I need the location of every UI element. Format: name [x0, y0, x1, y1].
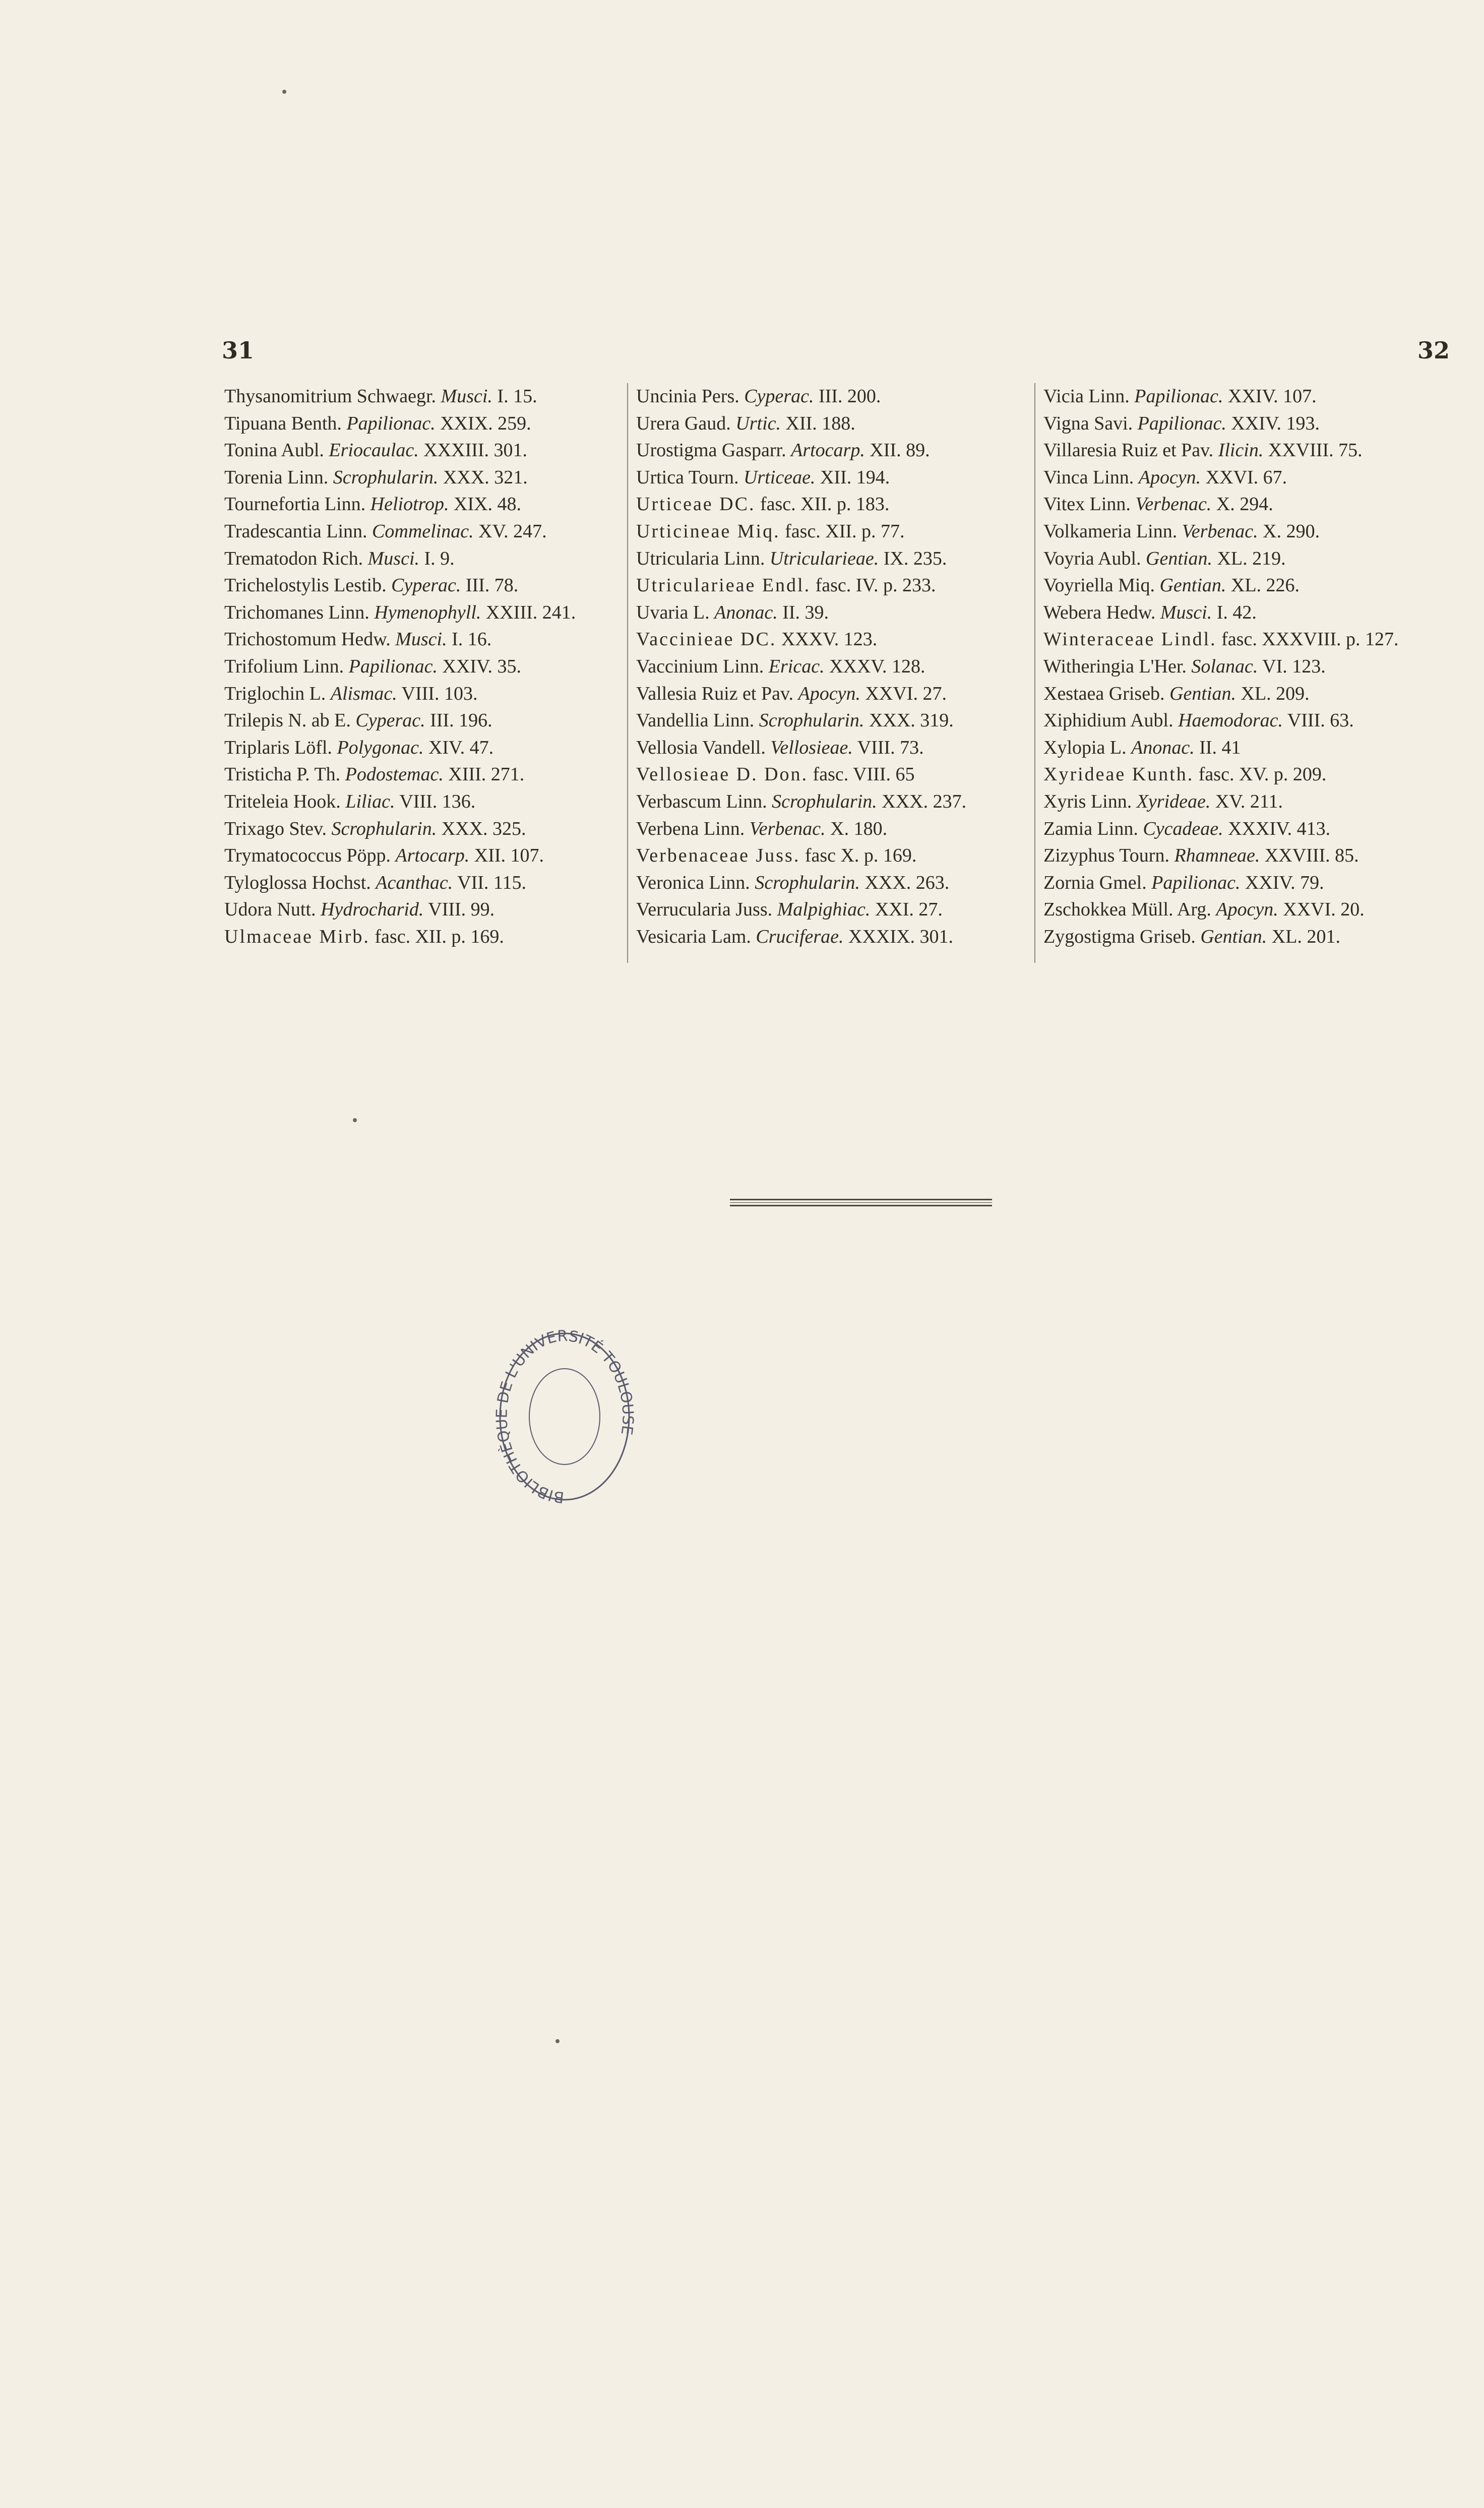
family-abbrev: Verbenac.	[1182, 520, 1258, 542]
index-entry	[636, 599, 1024, 627]
volume-ref: XXXV. 123.	[781, 629, 878, 650]
family-abbrev: Cyperac.	[391, 575, 461, 596]
genus-name: Vinca Linn.	[1043, 466, 1134, 488]
index-entry	[224, 572, 617, 599]
genus-name: Trichomanes Linn.	[224, 601, 369, 623]
genus-name: Vellosieae D. Don.	[636, 764, 809, 785]
index-entry	[636, 735, 1024, 762]
genus-name: Thysanomitrium Schwaegr.	[224, 386, 437, 407]
index-entry	[1043, 545, 1447, 573]
index-entry	[224, 437, 617, 464]
index-entry	[1043, 437, 1447, 464]
speck	[282, 90, 286, 94]
genus-name: Xiphidium Aubl.	[1043, 710, 1173, 731]
index-entry	[636, 681, 1024, 708]
volume-ref: XXIV. 79.	[1245, 872, 1324, 893]
index-entry	[636, 924, 1024, 951]
genus-name: Utricularia Linn.	[636, 547, 765, 569]
volume-ref: III. 200.	[818, 386, 881, 407]
family-abbrev: Scrophularin.	[759, 710, 864, 731]
family-abbrev: Apocyn.	[798, 683, 860, 704]
volume-ref: XXIV. 193.	[1231, 412, 1320, 434]
family-abbrev: Cyperac.	[744, 386, 814, 407]
genus-name: Urticeae DC.	[636, 494, 756, 515]
family-abbrev: Heliotrop.	[370, 494, 449, 515]
index-entry	[224, 816, 617, 843]
index-entry	[224, 924, 617, 951]
family-abbrev: Cyperac.	[355, 710, 425, 731]
family-abbrev: Verbenac.	[1135, 494, 1212, 515]
volume-ref: XIV. 47.	[428, 737, 494, 758]
genus-name: Xyrideae Kunth.	[1043, 764, 1194, 785]
genus-name: Voyriella Miq.	[1043, 575, 1155, 596]
family-abbrev: Musci.	[1160, 601, 1212, 623]
family-abbrev: Acanthac.	[376, 872, 453, 893]
volume-ref: II. 39.	[782, 601, 829, 623]
genus-name: Zizyphus Tourn.	[1043, 845, 1169, 867]
volume-ref: I. 16.	[452, 629, 492, 650]
index-entry	[636, 870, 1024, 897]
family-abbrev: Commelinac.	[372, 520, 474, 542]
volume-ref: VIII. 99.	[428, 899, 495, 921]
genus-name: Tonina Aubl.	[224, 440, 324, 461]
family-abbrev: Xyrideae.	[1136, 790, 1211, 812]
volume-ref: XXX. 237.	[882, 790, 967, 812]
index-entry	[636, 518, 1024, 545]
family-abbrev: Anonac.	[714, 601, 778, 623]
family-abbrev: Urticeae.	[743, 466, 816, 488]
volume-ref: XXX. 263.	[864, 872, 950, 893]
index-entry	[224, 735, 617, 762]
volume-ref: XV. 211.	[1215, 790, 1283, 812]
genus-name: Witheringia L'Her.	[1043, 655, 1187, 677]
family-abbrev: Haemodorac.	[1178, 710, 1283, 731]
index-entry	[636, 842, 1024, 870]
index-entry	[1043, 383, 1447, 410]
family-abbrev: Cycadeae.	[1143, 818, 1223, 839]
genus-name: Uncinia Pers.	[636, 386, 739, 407]
volume-ref: XIII. 271.	[448, 764, 525, 785]
genus-name: Utricularieae Endl.	[636, 575, 811, 596]
volume-ref: fasc. XXXVIII. p. 127.	[1221, 629, 1399, 650]
volume-ref: XII. 188.	[785, 412, 855, 434]
genus-name: Urticineae Miq.	[636, 520, 780, 542]
volume-ref: XXX. 319.	[869, 710, 954, 731]
family-abbrev: Artocarp.	[791, 440, 865, 461]
end-rule	[730, 1199, 992, 1208]
index-entry	[224, 681, 617, 708]
index-entry	[1043, 464, 1447, 492]
volume-ref: I. 15.	[497, 386, 537, 407]
genus-name: Udora Nutt.	[224, 899, 316, 921]
volume-ref: XXI. 27.	[875, 899, 943, 921]
index-entry	[636, 761, 1024, 788]
genus-name: Voyria Aubl.	[1043, 547, 1141, 569]
genus-name: Triglochin L.	[224, 683, 326, 704]
genus-name: Verbascum Linn.	[636, 790, 767, 812]
family-abbrev: Cruciferae.	[756, 926, 844, 947]
volume-ref: VIII. 136.	[399, 790, 476, 812]
volume-ref: fasc. XII. p. 183.	[760, 494, 890, 515]
genus-name: Tyloglossa Hochst.	[224, 872, 371, 893]
index-entry	[1043, 735, 1447, 762]
index-entry	[224, 842, 617, 870]
genus-name: Trixago Stev.	[224, 818, 327, 839]
genus-name: Verrucularia Juss.	[636, 899, 773, 921]
genus-name: Trichostomum Hedw.	[224, 629, 391, 650]
genus-name: Vaccinieae DC.	[636, 629, 777, 650]
volume-ref: XXXIX. 301.	[848, 926, 953, 947]
volume-ref: XXVI. 20.	[1283, 899, 1365, 921]
volume-ref: VII. 115.	[457, 872, 526, 893]
family-abbrev: Anonac.	[1131, 737, 1195, 758]
column-divider	[627, 383, 628, 963]
volume-ref: VIII. 63.	[1287, 710, 1354, 731]
genus-name: Urera Gaud.	[636, 412, 731, 434]
family-abbrev: Liliac.	[345, 790, 395, 812]
index-entry	[1043, 707, 1447, 735]
family-abbrev: Alismac.	[330, 683, 397, 704]
family-abbrev: Musci.	[441, 386, 492, 407]
genus-name: Ulmaceae Mirb.	[224, 926, 370, 947]
index-entry	[636, 788, 1024, 816]
genus-name: Vicia Linn.	[1043, 386, 1130, 407]
genus-name: Zygostigma Griseb.	[1043, 926, 1196, 947]
index-entry	[224, 464, 617, 492]
index-entry	[636, 410, 1024, 438]
family-abbrev: Podostemac.	[345, 764, 444, 785]
volume-ref: fasc. XV. p. 209.	[1198, 764, 1327, 785]
volume-ref: fasc. VIII. 65	[813, 764, 915, 785]
family-abbrev: Gentian.	[1169, 683, 1236, 704]
volume-ref: XL. 209.	[1241, 683, 1310, 704]
genus-name: Villaresia Ruiz et Pav.	[1043, 440, 1214, 461]
index-entry	[636, 653, 1024, 681]
genus-name: Volkameria Linn.	[1043, 520, 1178, 542]
genus-name: Verbenaceae Juss.	[636, 845, 800, 867]
genus-name: Vesicaria Lam.	[636, 926, 751, 947]
volume-ref: XXXIII. 301.	[423, 440, 528, 461]
genus-name: Zornia Gmel.	[1043, 872, 1147, 893]
volume-ref: XXX. 321.	[443, 466, 528, 488]
family-abbrev: Papilionac.	[1151, 872, 1241, 893]
index-entry	[1043, 842, 1447, 870]
index-entry	[224, 653, 617, 681]
index-entry	[1043, 626, 1447, 653]
volume-ref: fasc. XII. p. 77.	[785, 520, 905, 542]
family-abbrev: Malpighiac.	[777, 899, 871, 921]
volume-ref: III. 196.	[430, 710, 492, 731]
index-column-3	[1043, 383, 1447, 950]
index-entry	[224, 707, 617, 735]
genus-name: Vellosia Vandell.	[636, 737, 766, 758]
family-abbrev: Papilionac.	[346, 412, 436, 434]
volume-ref: VIII. 103.	[401, 683, 478, 704]
genus-name: Vitex Linn.	[1043, 494, 1131, 515]
family-abbrev: Verbenac.	[749, 818, 826, 839]
index-entry	[636, 491, 1024, 518]
index-entry	[1043, 761, 1447, 788]
family-abbrev: Eriocaulac.	[329, 440, 419, 461]
genus-name: Tournefortia Linn.	[224, 494, 366, 515]
volume-ref: X. 294.	[1216, 494, 1273, 515]
volume-ref: XXVI. 27.	[865, 683, 947, 704]
index-entry	[1043, 599, 1447, 627]
volume-ref: fasc. XII. p. 169.	[375, 926, 504, 947]
index-entry	[224, 410, 617, 438]
genus-name: Urtica Tourn.	[636, 466, 739, 488]
family-abbrev: Hymenophyll.	[374, 601, 481, 623]
family-abbrev: Papilionac.	[1134, 386, 1223, 407]
svg-text:BIBLIOTHÈQUE DE L'UNIVERSITÉ T	[493, 1327, 636, 1506]
column-divider	[1034, 383, 1035, 963]
family-abbrev: Ilicin.	[1218, 440, 1264, 461]
volume-ref: XL. 201.	[1271, 926, 1340, 947]
genus-name: Zamia Linn.	[1043, 818, 1138, 839]
volume-ref: XXIII. 241.	[485, 601, 576, 623]
index-entry	[636, 896, 1024, 924]
index-entry	[224, 491, 617, 518]
genus-name: Zschokkea Müll. Arg.	[1043, 899, 1211, 921]
index-entry	[636, 464, 1024, 492]
genus-name: Webera Hedw.	[1043, 601, 1156, 623]
family-abbrev: Vellosieae.	[770, 737, 853, 758]
volume-ref: XIX. 48.	[454, 494, 522, 515]
volume-ref: IX. 235.	[883, 547, 947, 569]
volume-ref: XXVI. 67.	[1205, 466, 1287, 488]
family-abbrev: Papilionac.	[348, 655, 438, 677]
volume-ref: I. 42.	[1216, 601, 1257, 623]
speck	[353, 1118, 357, 1122]
index-entry	[224, 383, 617, 410]
genus-name: Triplaris Löfl.	[224, 737, 332, 758]
genus-name: Uvaria L.	[636, 601, 710, 623]
volume-ref: X. 180.	[830, 818, 888, 839]
volume-ref: XXVIII. 85.	[1264, 845, 1359, 867]
genus-name: Tristicha P. Th.	[224, 764, 341, 785]
family-abbrev: Apocyn.	[1216, 899, 1278, 921]
genus-name: Winteraceae Lindl.	[1043, 629, 1217, 650]
volume-ref: VIII. 73.	[857, 737, 924, 758]
volume-ref: XII. 194.	[820, 466, 890, 488]
index-column-2	[636, 383, 1024, 950]
genus-name: Vallesia Ruiz et Pav.	[636, 683, 794, 704]
volume-ref: fasc. IV. p. 233.	[815, 575, 936, 596]
genus-name: Torenia Linn.	[224, 466, 329, 488]
index-entry	[1043, 572, 1447, 599]
family-abbrev: Polygonac.	[337, 737, 424, 758]
family-abbrev: Scrophularin.	[755, 872, 860, 893]
index-entry	[224, 896, 617, 924]
volume-ref: XL. 219.	[1217, 547, 1286, 569]
genus-name: Urostigma Gasparr.	[636, 440, 786, 461]
volume-ref: II. 41	[1199, 737, 1241, 758]
index-entry	[1043, 653, 1447, 681]
genus-name: Triteleia Hook.	[224, 790, 341, 812]
genus-name: Tradescantia Linn.	[224, 520, 367, 542]
volume-ref: fasc X. p. 169.	[805, 845, 917, 867]
index-entry	[1043, 491, 1447, 518]
index-entry	[1043, 681, 1447, 708]
volume-ref: XXIV. 35.	[442, 655, 522, 677]
volume-ref: III. 78.	[465, 575, 519, 596]
genus-name: Vandellia Linn.	[636, 710, 755, 731]
volume-ref: XXXIV. 413.	[1228, 818, 1331, 839]
genus-name: Xylopia L.	[1043, 737, 1127, 758]
volume-ref: XXX. 325.	[441, 818, 526, 839]
family-abbrev: Gentian.	[1200, 926, 1267, 947]
genus-name: Trilepis N. ab E.	[224, 710, 351, 731]
genus-name: Vaccinium Linn.	[636, 655, 764, 677]
index-entry	[224, 626, 617, 653]
index-entry	[224, 761, 617, 788]
index-entry	[636, 707, 1024, 735]
volume-ref: XXVIII. 75.	[1268, 440, 1363, 461]
genus-name: Trematodon Rich.	[224, 547, 363, 569]
family-abbrev: Artocarp.	[395, 845, 470, 867]
family-abbrev: Urtic.	[735, 412, 781, 434]
genus-name: Xyris Linn.	[1043, 790, 1132, 812]
index-entry	[1043, 518, 1447, 545]
index-entry	[1043, 410, 1447, 438]
family-abbrev: Musci.	[395, 629, 447, 650]
genus-name: Veronica Linn.	[636, 872, 750, 893]
volume-ref: VI. 123.	[1262, 655, 1326, 677]
index-entry	[1043, 816, 1447, 843]
library-stamp	[491, 1326, 638, 1507]
index-entry	[224, 545, 617, 573]
volume-ref: XV. 247.	[478, 520, 547, 542]
volume-ref: XII. 107.	[474, 845, 544, 867]
family-abbrev: Gentian.	[1146, 547, 1212, 569]
stamp-text: BIBLIOTHÈQUE DE L'UNIVERSITÉ TOULOUSE	[493, 1327, 637, 1506]
genus-name: Xestaea Griseb.	[1043, 683, 1165, 704]
index-entry	[1043, 896, 1447, 924]
speck	[555, 2039, 560, 2043]
index-entry	[636, 383, 1024, 410]
family-abbrev: Scrophularin.	[333, 466, 439, 488]
family-abbrev: Solanac.	[1191, 655, 1258, 677]
genus-name: Verbena Linn.	[636, 818, 745, 839]
volume-ref: XXXV. 128.	[829, 655, 925, 677]
index-entry	[636, 572, 1024, 599]
index-entry	[1043, 924, 1447, 951]
family-abbrev: Scrophularin.	[331, 818, 437, 839]
family-abbrev: Ericac.	[768, 655, 825, 677]
index-entry	[224, 870, 617, 897]
genus-name: Trichelostylis Lestib.	[224, 575, 387, 596]
index-entry	[1043, 870, 1447, 897]
volume-ref: XXIV. 107.	[1228, 386, 1317, 407]
volume-ref: XXIX. 259.	[440, 412, 531, 434]
family-abbrev: Papilionac.	[1137, 412, 1226, 434]
volume-ref: X. 290.	[1263, 520, 1320, 542]
volume-ref: XL. 226.	[1230, 575, 1300, 596]
genus-name: Vigna Savi.	[1043, 412, 1133, 434]
index-entry	[636, 816, 1024, 843]
genus-name: Trifolium Linn.	[224, 655, 344, 677]
family-abbrev: Hydrocharid.	[321, 899, 424, 921]
index-entry	[224, 788, 617, 816]
genus-name: Trymatococcus Pöpp.	[224, 845, 391, 867]
index-entry	[1043, 788, 1447, 816]
index-column-1	[224, 383, 617, 950]
family-abbrev: Gentian.	[1159, 575, 1226, 596]
page-number-left: 31	[222, 337, 255, 364]
family-abbrev: Rhamneae.	[1174, 845, 1260, 867]
index-entry	[224, 599, 617, 627]
family-abbrev: Scrophularin.	[772, 790, 877, 812]
page-number-right: 32	[1417, 337, 1450, 364]
volume-ref: XII. 89.	[870, 440, 930, 461]
family-abbrev: Utricularieae.	[769, 547, 879, 569]
volume-ref: I. 9.	[424, 547, 455, 569]
index-entry	[636, 626, 1024, 653]
family-abbrev: Apocyn.	[1138, 466, 1201, 488]
genus-name: Tipuana Benth.	[224, 412, 342, 434]
index-entry	[636, 545, 1024, 573]
family-abbrev: Musci.	[367, 547, 420, 569]
index-entry	[636, 437, 1024, 464]
index-entry	[224, 518, 617, 545]
